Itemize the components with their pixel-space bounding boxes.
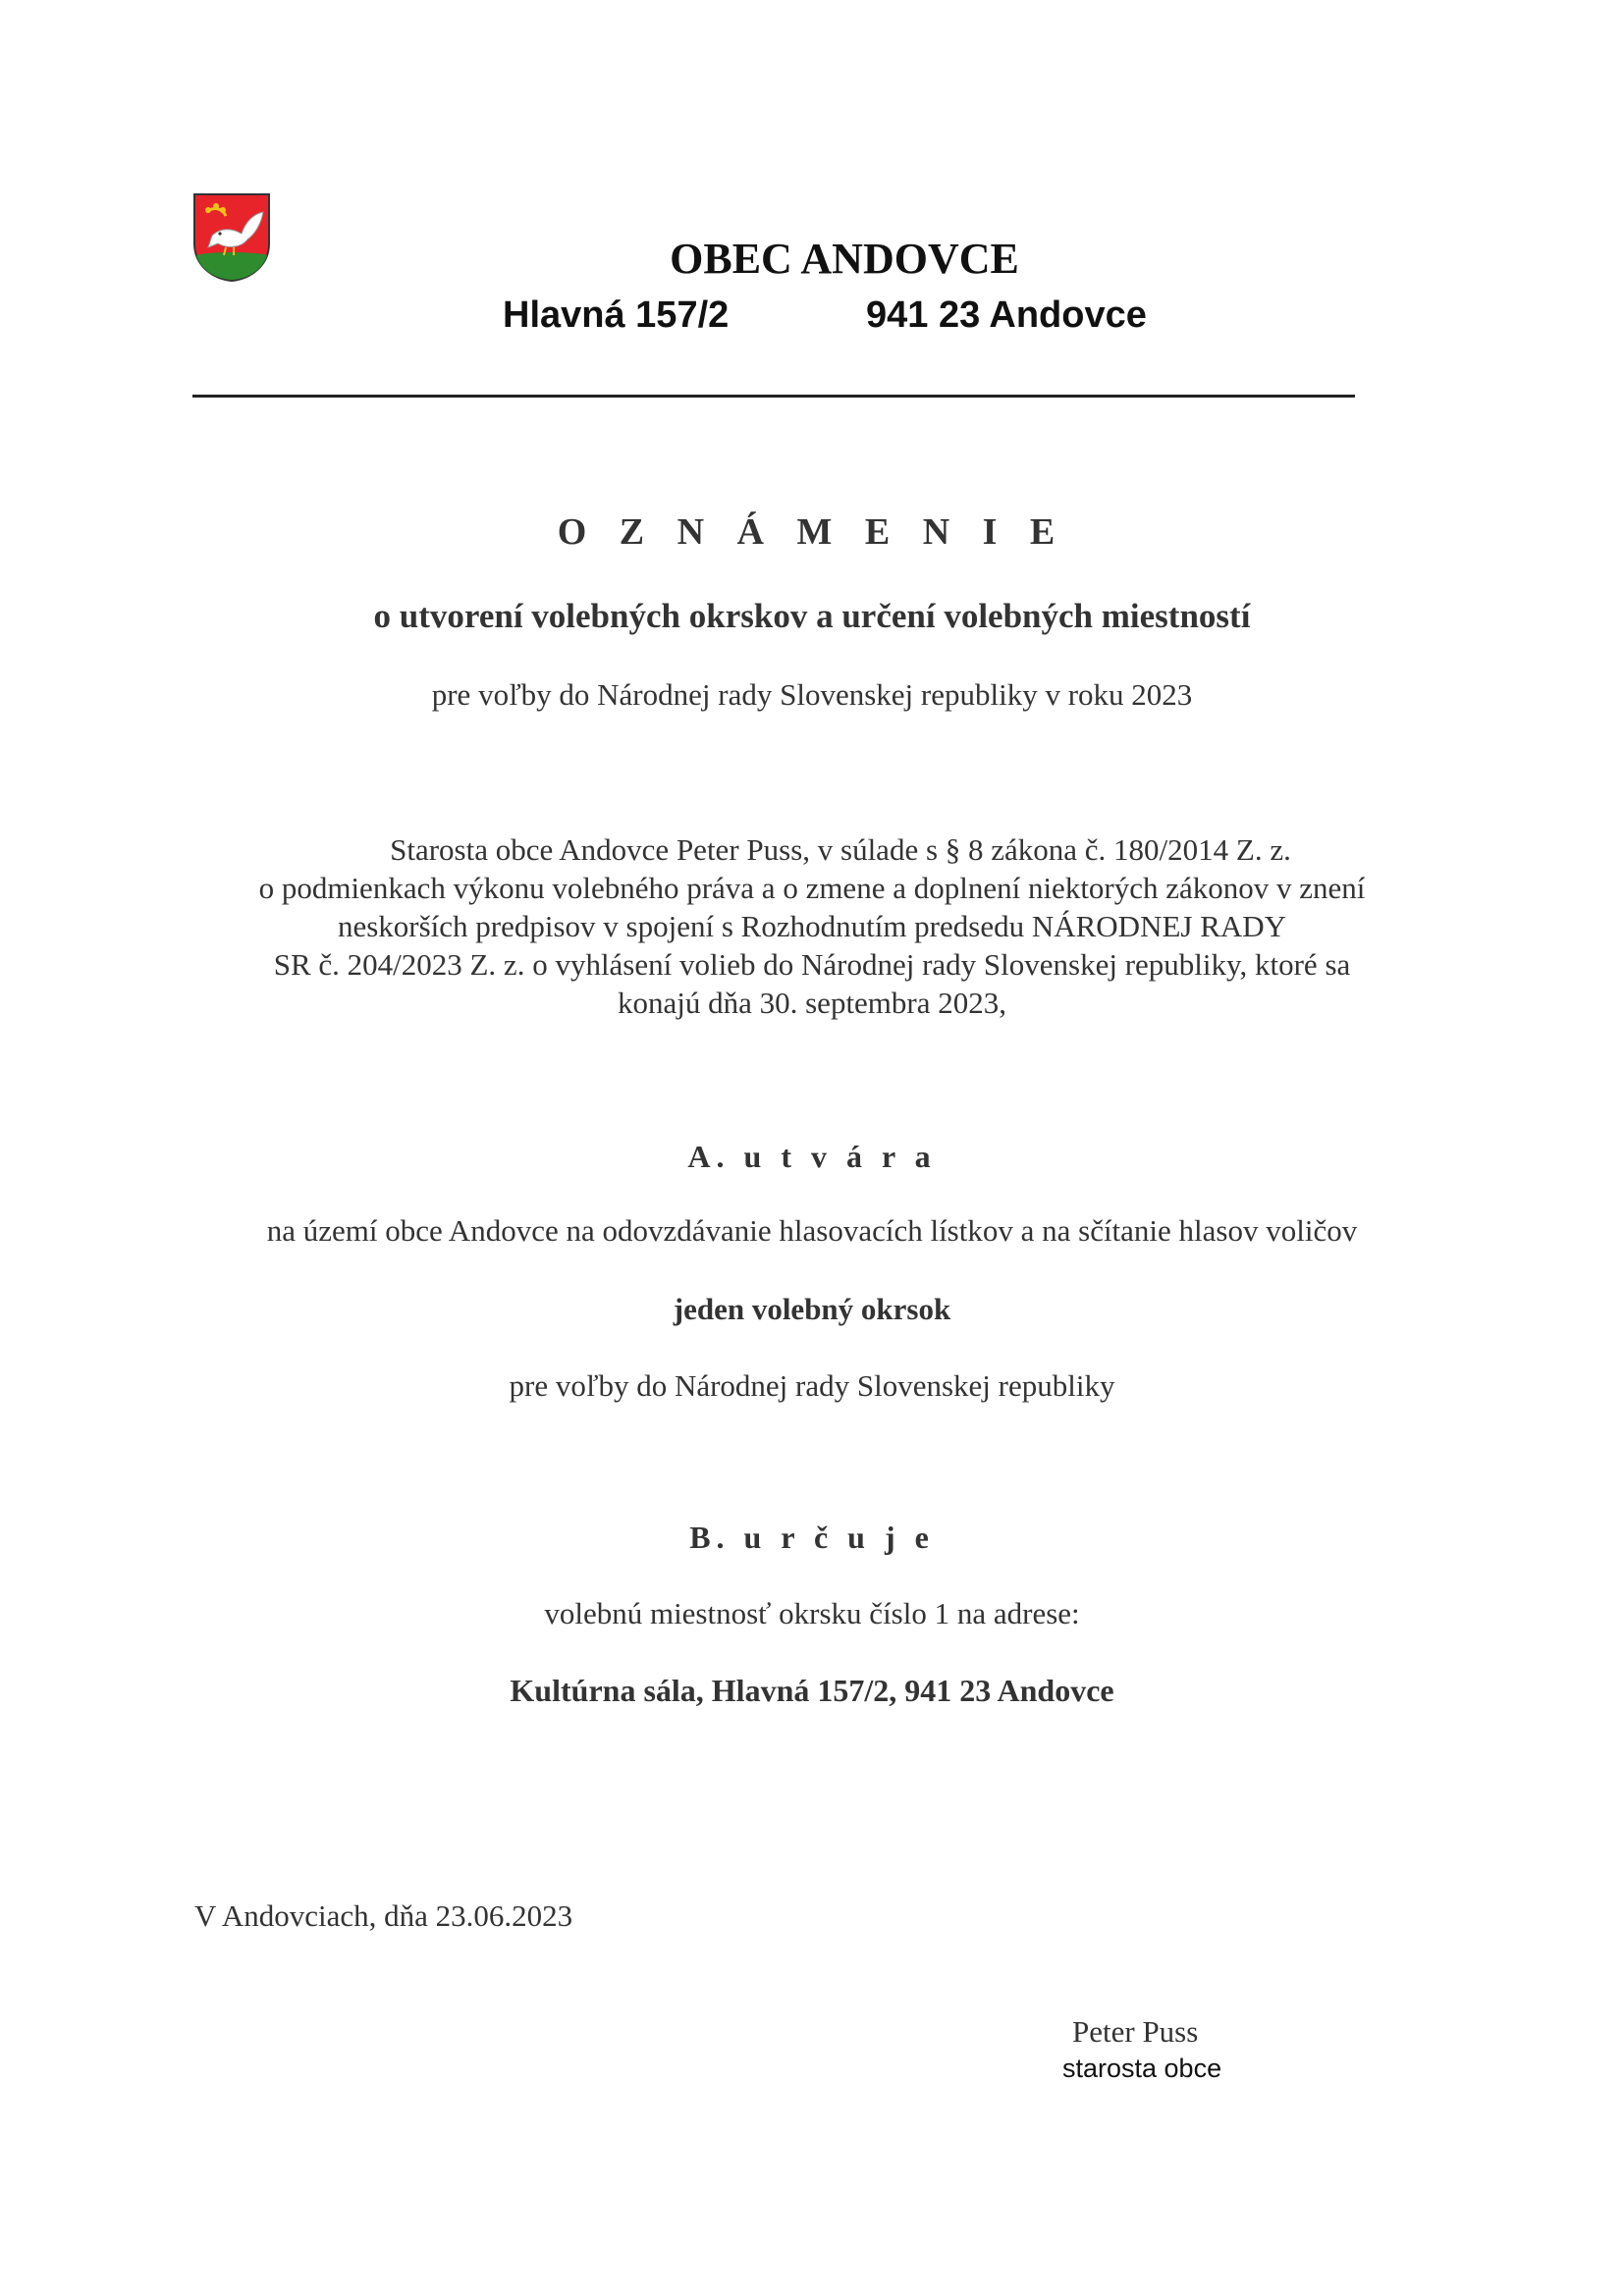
header-divider: [192, 395, 1355, 398]
preamble-line: konajú dňa 30. septembra 2023,: [617, 986, 1007, 1020]
dove-crest-icon: [192, 192, 271, 283]
section-a-label: A. u t v á r a: [687, 1139, 937, 1174]
preamble-line: o podmienkach výkonu volebného práva a o zmene a doplnení niektorých zákonov v znení: [258, 871, 1366, 905]
signer-name: Peter Puss: [1072, 2014, 1199, 2049]
section-b-label: B. u r č u j e: [689, 1520, 935, 1555]
polling-place-address: Kultúrna sála, Hlavná 157/2, 941 23 Andovce: [510, 1673, 1114, 1708]
preamble-line: neskorších predpisov v spojení s Rozhodnutím predsedu NÁRODNEJ RADY: [337, 909, 1287, 943]
place-date: V Andovciach, dňa 23.06.2023: [194, 1898, 573, 1933]
org-name: OBEC ANDOVCE: [670, 235, 1019, 283]
document-title: O Z N Á M E N I E: [557, 511, 1067, 553]
address-street: Hlavná 157/2: [503, 294, 730, 336]
section-a-text: na území obce Andovce na odovzdávanie hlasovacích lístkov a na sčítanie hlasov voličov: [266, 1213, 1358, 1248]
section-a-emphasis: jeden volebný okrsok: [673, 1292, 951, 1326]
preamble-line: SR č. 204/2023 Z. z. o vyhlásení volieb do Národnej rady Slovenskej republiky, ktoré sa: [273, 947, 1351, 982]
signer-title: starosta obce: [1062, 2054, 1222, 2083]
preamble: [0, 830, 1624, 1022]
section-a-text: pre voľby do Národnej rady Slovenskej republiky: [509, 1368, 1115, 1403]
address-city: 941 23 Andovce: [866, 294, 1147, 336]
preamble-line: Starosta obce Andovce Peter Puss, v súlade s § 8 zákona č. 180/2014 Z. z.: [390, 832, 1291, 867]
election-line: pre voľby do Národnej rady Slovenskej republiky v roku 2023: [431, 677, 1193, 712]
section-b-text: volebnú miestnosť okrsku číslo 1 na adrese:: [544, 1596, 1080, 1630]
document-subtitle: o utvorení volebných okrskov a určení volebných miestností: [373, 597, 1251, 635]
